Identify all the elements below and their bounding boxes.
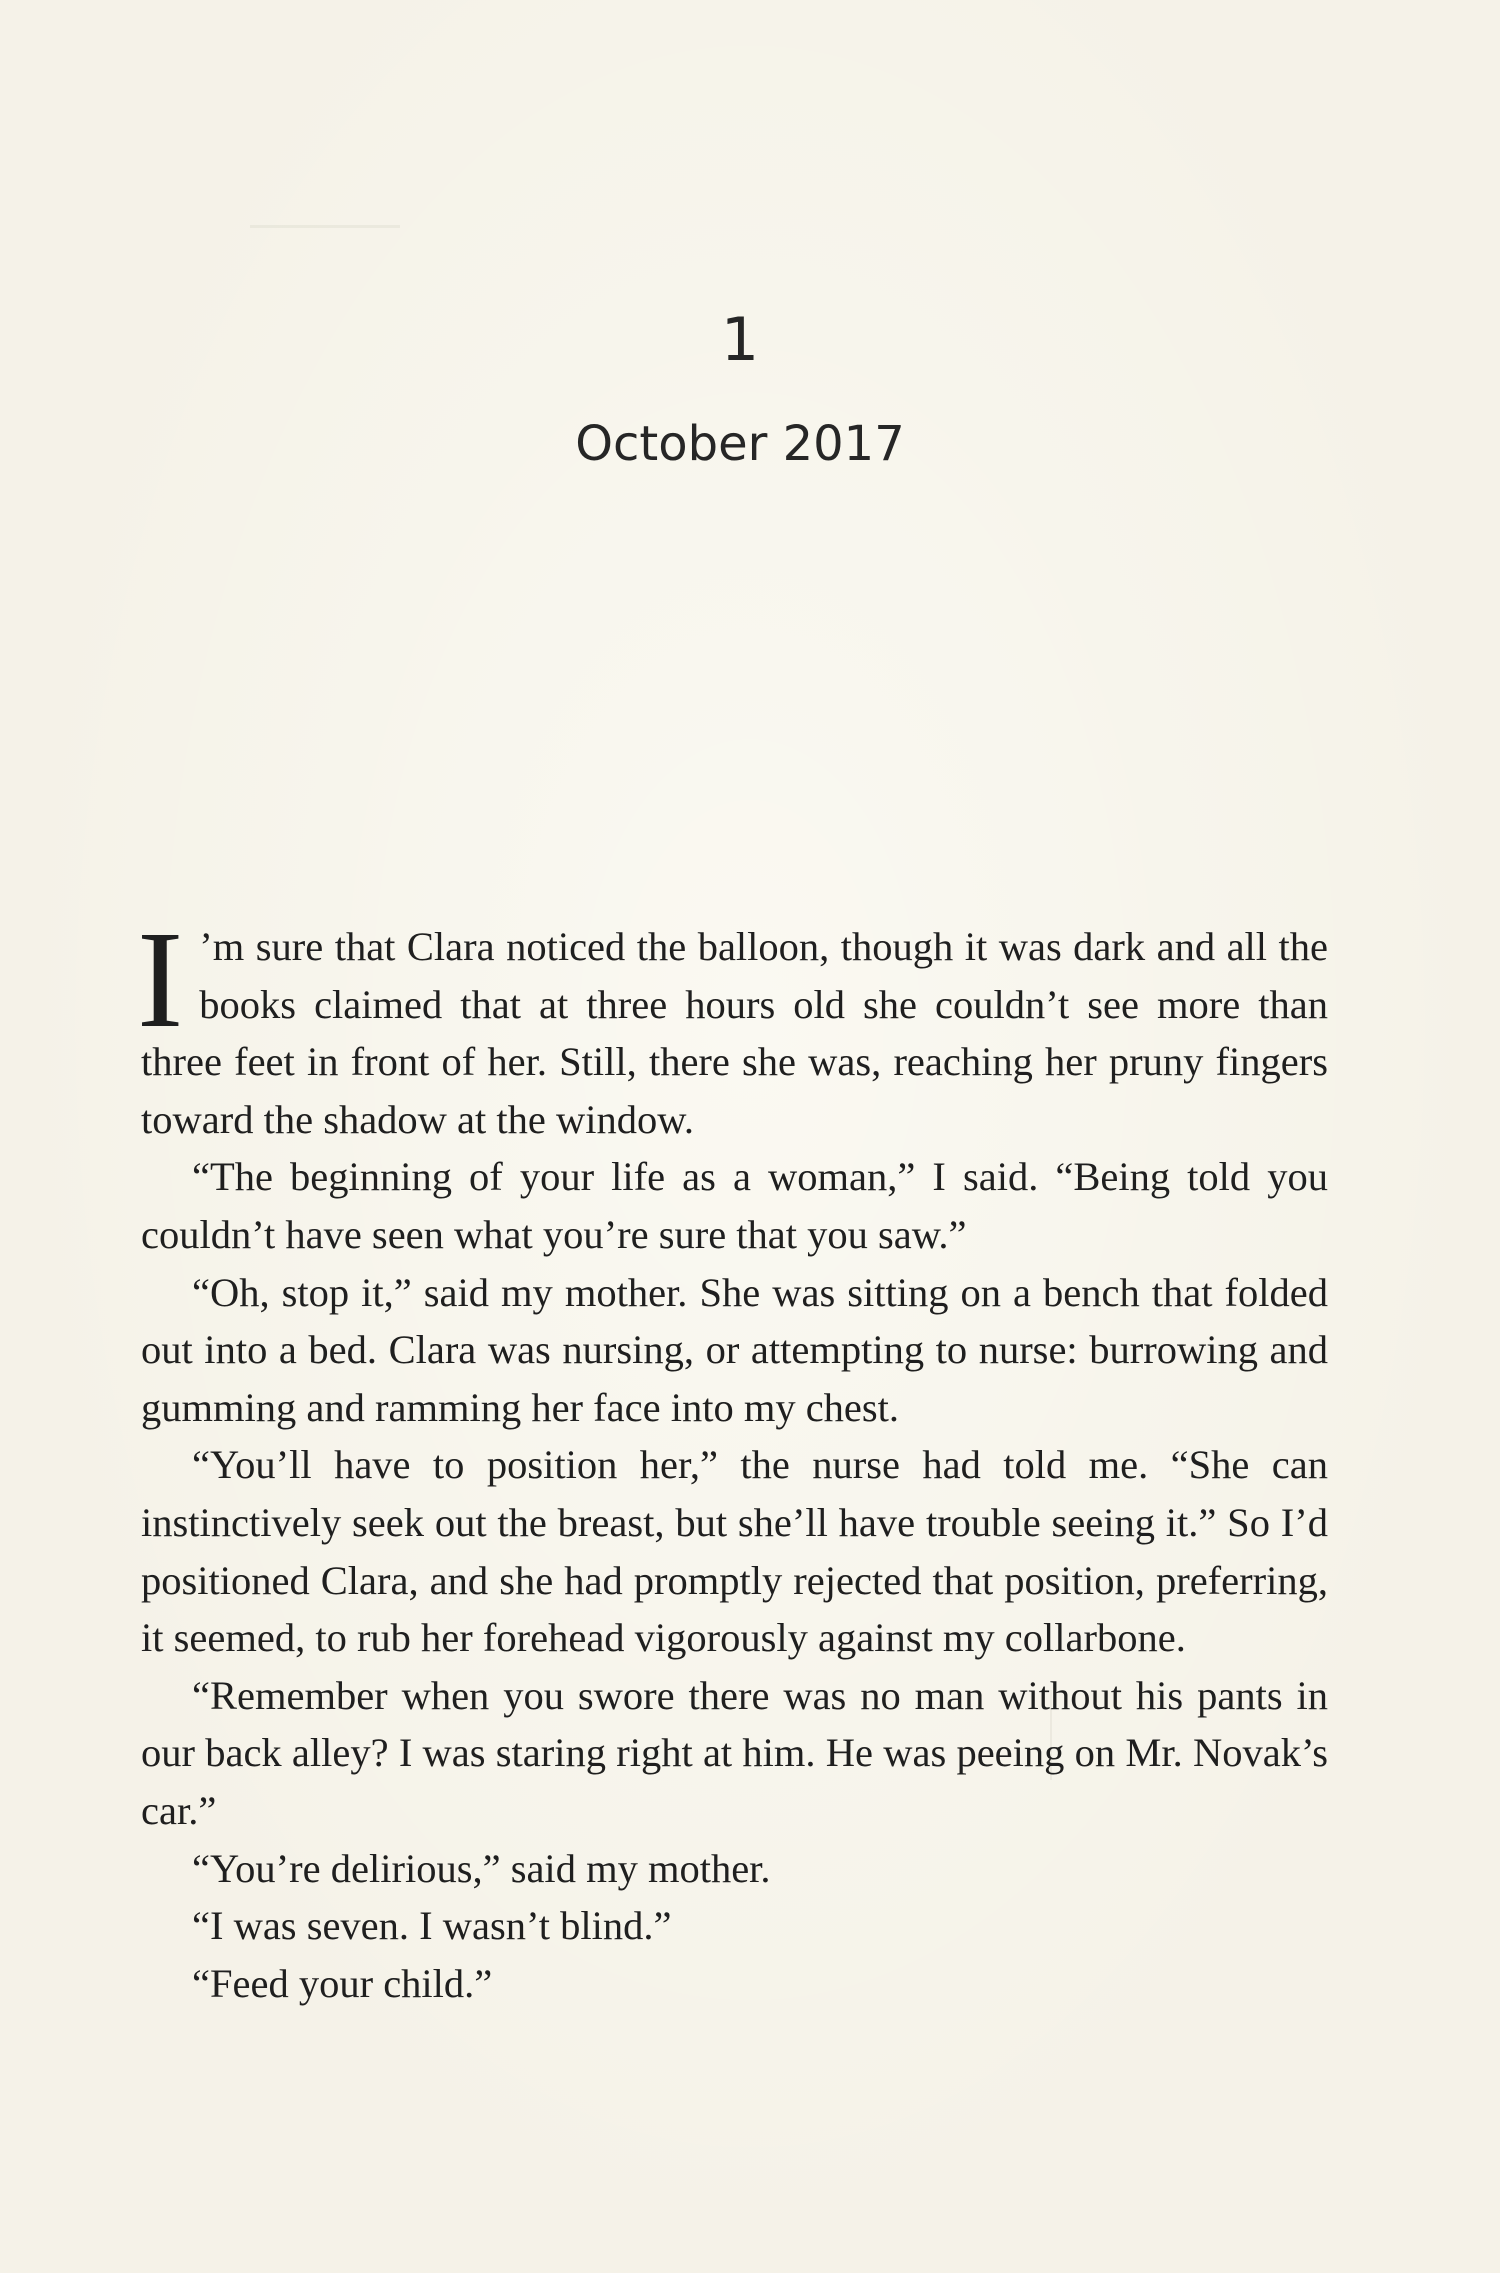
paragraph: “Oh, stop it,” said my mother. She was sitting on a bench that folded out into a bed. Clara was nursing, or attempting to nurse: burrowing and gumming and ramming her face into my chest. (141, 1269, 1328, 1430)
chapter-body-text (137, 903, 1328, 2012)
paragraph: “You’ll have to position her,” the nurse had told me. “She can instinctively seek out the breast, but she’ll have trouble seeing it.” So I’d positioned Clara, and she had promptly rejected that position, preferring, it seemed, to rub her forehead vigorously against my collarbone. (141, 1442, 1328, 1661)
paper-mark (250, 225, 400, 228)
paragraph: “You’re delirious,” said my mother. (192, 1845, 771, 1891)
opening-paragraph (137, 903, 1328, 1148)
paragraph: “The beginning of your life as a woman,” I said. “Being told you couldn’t have seen what you’re sure that you saw.” (141, 1154, 1328, 1257)
paragraph: “Remember when you swore there was no man without his pants in our back alley? I was staring right at him. He was peeing on Mr. Novak’s car.” (141, 1672, 1328, 1833)
chapter-number: 1 (720, 305, 760, 375)
drop-cap: I (137, 903, 184, 1057)
paragraph: “Feed your child.” (192, 1960, 493, 2006)
chapter-title: October 2017 (575, 416, 905, 472)
opening-paragraph-text: ’m sure that Clara noticed the balloon, though it was dark and all the books claimed that at three hours old she couldn’t see more than three feet in front of her. Still, there she was, reaching her pruny fingers toward the shadow at the window. (141, 924, 1328, 1142)
paragraph: “I was seven. I wasn’t blind.” (192, 1903, 672, 1949)
